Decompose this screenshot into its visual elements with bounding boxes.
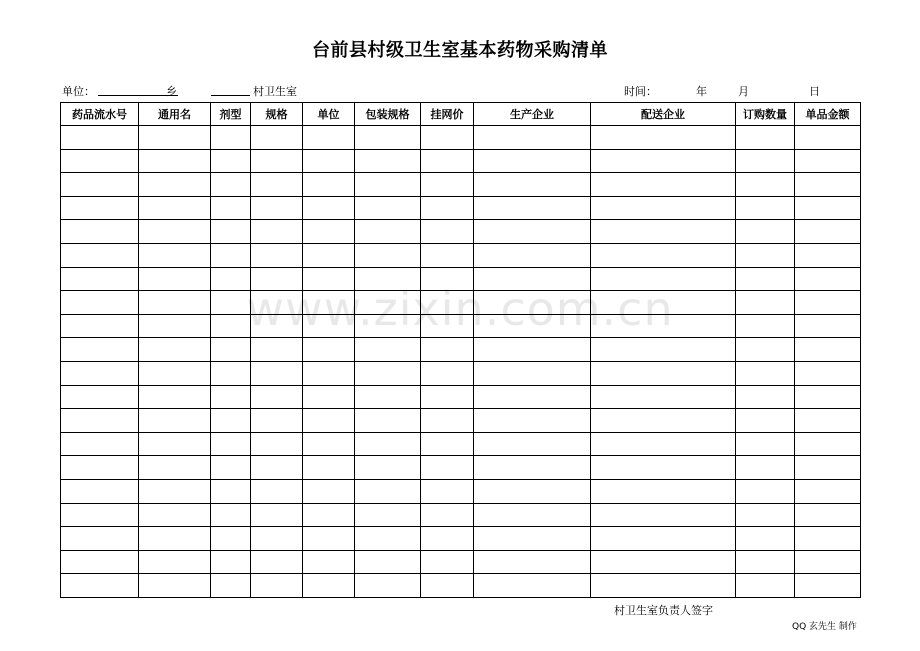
col-manufacturer: 生产企业 [474,103,591,126]
table-row [61,479,861,503]
table-cell[interactable] [736,126,795,150]
table-cell[interactable] [139,291,211,315]
table-cell[interactable] [61,432,139,456]
table-cell[interactable] [355,291,421,315]
table-cell[interactable] [303,149,355,173]
table-cell[interactable] [421,432,474,456]
table-cell[interactable] [736,550,795,574]
table-cell[interactable] [355,220,421,244]
table-cell[interactable] [795,291,861,315]
table-cell[interactable] [139,432,211,456]
table-cell[interactable] [211,291,251,315]
table-cell[interactable] [591,314,736,338]
table-cell[interactable] [139,503,211,527]
table-cell[interactable] [211,338,251,362]
table-cell[interactable] [795,220,861,244]
table-cell[interactable] [421,196,474,220]
table-cell[interactable] [211,243,251,267]
table-cell[interactable] [61,527,139,551]
table-row [61,574,861,598]
table-cell[interactable] [591,267,736,291]
table-cell[interactable] [61,243,139,267]
table-cell[interactable] [355,149,421,173]
col-listed-price: 挂网价 [421,103,474,126]
table-cell[interactable] [591,361,736,385]
table-cell[interactable] [251,173,303,197]
table-cell[interactable] [591,173,736,197]
table-row [61,126,861,150]
table-cell[interactable] [474,527,591,551]
table-cell[interactable] [736,196,795,220]
table-cell[interactable] [139,361,211,385]
table-cell[interactable] [303,220,355,244]
unit-label: 单位： [62,85,95,98]
table-cell[interactable] [61,173,139,197]
table-cell[interactable] [421,149,474,173]
table-cell[interactable] [139,126,211,150]
table-cell[interactable] [139,574,211,598]
table-row [61,149,861,173]
table-cell[interactable] [303,550,355,574]
table-cell[interactable] [355,196,421,220]
table-cell[interactable] [303,456,355,480]
table-cell[interactable] [303,574,355,598]
table-cell[interactable] [251,409,303,433]
table-cell[interactable] [591,574,736,598]
table-cell[interactable] [303,291,355,315]
table-row [61,291,861,315]
table-row [61,196,861,220]
table-cell[interactable] [474,220,591,244]
table-cell[interactable] [421,409,474,433]
table-cell[interactable] [303,432,355,456]
table-cell[interactable] [251,385,303,409]
table-cell[interactable] [211,409,251,433]
village-blank [211,84,250,96]
table-cell[interactable] [591,126,736,150]
signature-label: 村卫生室负责人签字 [614,604,713,617]
table-cell[interactable] [61,267,139,291]
watermark: www.zixin.com.cn [246,282,674,336]
table-cell[interactable] [474,196,591,220]
table-cell[interactable] [591,456,736,480]
table-cell[interactable] [474,574,591,598]
month-label: 月 [738,85,749,98]
table-cell[interactable] [421,338,474,362]
table-cell[interactable] [211,456,251,480]
table-cell[interactable] [211,361,251,385]
table-body [61,126,861,598]
table-cell[interactable] [61,503,139,527]
table-cell[interactable] [795,432,861,456]
table-cell[interactable] [421,456,474,480]
table-cell[interactable] [795,361,861,385]
table-cell[interactable] [61,314,139,338]
table-cell[interactable] [355,243,421,267]
table-cell[interactable] [211,432,251,456]
table-cell[interactable] [303,338,355,362]
table-cell[interactable] [355,267,421,291]
table-cell[interactable] [355,126,421,150]
table-cell[interactable] [61,291,139,315]
table-row [61,267,861,291]
table-row [61,456,861,480]
table-cell[interactable] [795,385,861,409]
table-cell[interactable] [474,456,591,480]
table-cell[interactable] [251,243,303,267]
table-cell[interactable] [303,126,355,150]
table-row [61,385,861,409]
table-cell[interactable] [251,126,303,150]
table-cell[interactable] [795,456,861,480]
table-cell[interactable] [591,243,736,267]
table-cell[interactable] [303,243,355,267]
table-row [61,243,861,267]
table-cell[interactable] [736,432,795,456]
table-cell[interactable] [139,149,211,173]
table-cell[interactable] [61,574,139,598]
table-cell[interactable] [139,267,211,291]
table-cell[interactable] [474,126,591,150]
col-distributor: 配送企业 [591,103,736,126]
table-cell[interactable] [736,267,795,291]
table-row [61,314,861,338]
table-cell[interactable] [211,149,251,173]
table-cell[interactable] [474,267,591,291]
table-cell[interactable] [139,550,211,574]
table-cell[interactable] [251,338,303,362]
table-cell[interactable] [303,361,355,385]
table-row [61,527,861,551]
table-cell[interactable] [303,196,355,220]
table-cell[interactable] [591,550,736,574]
table-row [61,220,861,244]
table-cell[interactable] [795,503,861,527]
table-cell[interactable] [251,220,303,244]
table-cell[interactable] [591,385,736,409]
table-cell[interactable] [355,574,421,598]
header-row [61,103,861,126]
table-cell[interactable] [139,173,211,197]
time-label: 时间： [624,85,657,98]
table-cell[interactable] [355,385,421,409]
table-cell[interactable] [474,503,591,527]
table-cell[interactable] [474,385,591,409]
table-cell[interactable] [736,456,795,480]
table-cell[interactable] [355,338,421,362]
table-row [61,550,861,574]
table-cell[interactable] [736,479,795,503]
table-cell[interactable] [303,503,355,527]
table-cell[interactable] [139,314,211,338]
table-cell[interactable] [736,220,795,244]
table-cell[interactable] [355,361,421,385]
table-cell[interactable] [795,243,861,267]
table-cell[interactable] [421,220,474,244]
table-cell[interactable] [211,503,251,527]
table-cell[interactable] [795,173,861,197]
table-cell[interactable] [795,314,861,338]
table-cell[interactable] [139,385,211,409]
table-row [61,409,861,433]
table-cell[interactable] [61,385,139,409]
table-cell[interactable] [474,479,591,503]
table-cell[interactable] [421,550,474,574]
table-cell[interactable] [61,361,139,385]
table-cell[interactable] [795,149,861,173]
table-cell[interactable] [474,361,591,385]
table-cell[interactable] [591,479,736,503]
table-cell[interactable] [251,291,303,315]
table-cell[interactable] [421,574,474,598]
table-cell[interactable] [139,196,211,220]
table-row [61,173,861,197]
table-cell[interactable] [355,527,421,551]
col-item-amount: 单品金额 [795,103,861,126]
table-cell[interactable] [303,314,355,338]
table-cell[interactable] [303,173,355,197]
table-cell[interactable] [139,409,211,433]
table-cell[interactable] [795,527,861,551]
table-cell[interactable] [211,267,251,291]
table-cell[interactable] [61,550,139,574]
township-label: 乡 [166,85,177,98]
table-cell[interactable] [591,149,736,173]
table-cell[interactable] [303,409,355,433]
table-cell[interactable] [139,527,211,551]
table-cell[interactable] [211,385,251,409]
table-cell[interactable] [139,456,211,480]
table-cell[interactable] [591,220,736,244]
table-cell[interactable] [303,527,355,551]
table-cell[interactable] [61,409,139,433]
table-cell[interactable] [795,574,861,598]
table-cell[interactable] [795,479,861,503]
table-cell[interactable] [251,503,303,527]
col-order-quantity: 订购数量 [736,103,795,126]
table-cell[interactable] [421,126,474,150]
table-cell[interactable] [736,409,795,433]
table-cell[interactable] [355,432,421,456]
table-cell[interactable] [795,267,861,291]
table-cell[interactable] [211,126,251,150]
procurement-table [60,102,861,598]
table-cell[interactable] [251,267,303,291]
table-cell[interactable] [139,220,211,244]
table-cell[interactable] [591,196,736,220]
table-cell[interactable] [251,432,303,456]
table-cell[interactable] [591,503,736,527]
table-cell[interactable] [795,126,861,150]
table-cell[interactable] [139,338,211,362]
table-cell[interactable] [474,338,591,362]
document-title: 台前县村级卫生室基本药物采购清单 [312,40,608,61]
table-cell[interactable] [61,196,139,220]
table-cell[interactable] [421,361,474,385]
col-unit: 单位 [303,103,355,126]
table-row [61,503,861,527]
table-cell[interactable] [421,243,474,267]
table-cell[interactable] [421,385,474,409]
table-cell[interactable] [591,527,736,551]
table-cell[interactable] [211,196,251,220]
table-row [61,338,861,362]
col-dosage-form: 剂型 [211,103,251,126]
table-cell[interactable] [795,338,861,362]
day-label: 日 [809,85,820,98]
table-cell[interactable] [736,291,795,315]
table-cell[interactable] [139,243,211,267]
table-cell[interactable] [421,503,474,527]
table-cell[interactable] [211,314,251,338]
table-cell[interactable] [303,385,355,409]
credit-text: QQ 玄先生 制作 [792,622,857,632]
table-cell[interactable] [591,409,736,433]
table-cell[interactable] [736,361,795,385]
table-row [61,361,861,385]
table-cell[interactable] [355,314,421,338]
table-cell[interactable] [355,550,421,574]
table-cell[interactable] [355,173,421,197]
table-cell[interactable] [474,432,591,456]
table-cell[interactable] [736,173,795,197]
table-cell[interactable] [736,243,795,267]
table-cell[interactable] [61,126,139,150]
table-cell[interactable] [303,267,355,291]
table-cell[interactable] [591,432,736,456]
table-cell[interactable] [355,503,421,527]
col-generic-name: 通用名 [139,103,211,126]
table-cell[interactable] [251,527,303,551]
table-cell[interactable] [474,314,591,338]
table-cell[interactable] [355,479,421,503]
table-cell[interactable] [736,527,795,551]
table-cell[interactable] [736,314,795,338]
table-cell[interactable] [61,479,139,503]
table-cell[interactable] [421,527,474,551]
table-cell[interactable] [736,503,795,527]
table-cell[interactable] [474,291,591,315]
table-cell[interactable] [355,409,421,433]
table-cell[interactable] [211,574,251,598]
table-cell[interactable] [211,479,251,503]
table-cell[interactable] [421,173,474,197]
table-cell[interactable] [795,196,861,220]
table-cell[interactable] [211,220,251,244]
table-cell[interactable] [421,267,474,291]
table-cell[interactable] [474,173,591,197]
table-cell[interactable] [474,149,591,173]
table-cell[interactable] [303,479,355,503]
year-label: 年 [696,85,707,98]
table-cell[interactable] [211,173,251,197]
col-specification: 规格 [251,103,303,126]
table-cell[interactable] [795,550,861,574]
table-cell[interactable] [736,149,795,173]
table-cell[interactable] [474,550,591,574]
table-cell[interactable] [211,527,251,551]
table-cell[interactable] [251,550,303,574]
table-cell[interactable] [251,196,303,220]
table-cell[interactable] [61,338,139,362]
table-cell[interactable] [591,291,736,315]
table-cell[interactable] [736,338,795,362]
table-cell[interactable] [61,220,139,244]
table-cell[interactable] [355,456,421,480]
table-cell[interactable] [421,479,474,503]
table-cell[interactable] [211,550,251,574]
table-cell[interactable] [61,149,139,173]
table-cell[interactable] [61,456,139,480]
table-cell[interactable] [421,291,474,315]
table-row [61,432,861,456]
table-cell[interactable] [591,338,736,362]
table-cell[interactable] [736,385,795,409]
village-clinic-label: 村卫生室 [253,85,297,98]
table-cell[interactable] [251,574,303,598]
table-cell[interactable] [736,574,795,598]
table-cell[interactable] [795,409,861,433]
table-cell[interactable] [251,479,303,503]
table-cell[interactable] [139,479,211,503]
table-cell[interactable] [251,361,303,385]
table-cell[interactable] [421,314,474,338]
table-cell[interactable] [251,149,303,173]
table-cell[interactable] [251,456,303,480]
col-serial-number: 药品流水号 [61,103,139,126]
table-cell[interactable] [474,243,591,267]
table-cell[interactable] [251,314,303,338]
col-package-spec: 包装规格 [355,103,421,126]
table-cell[interactable] [474,409,591,433]
